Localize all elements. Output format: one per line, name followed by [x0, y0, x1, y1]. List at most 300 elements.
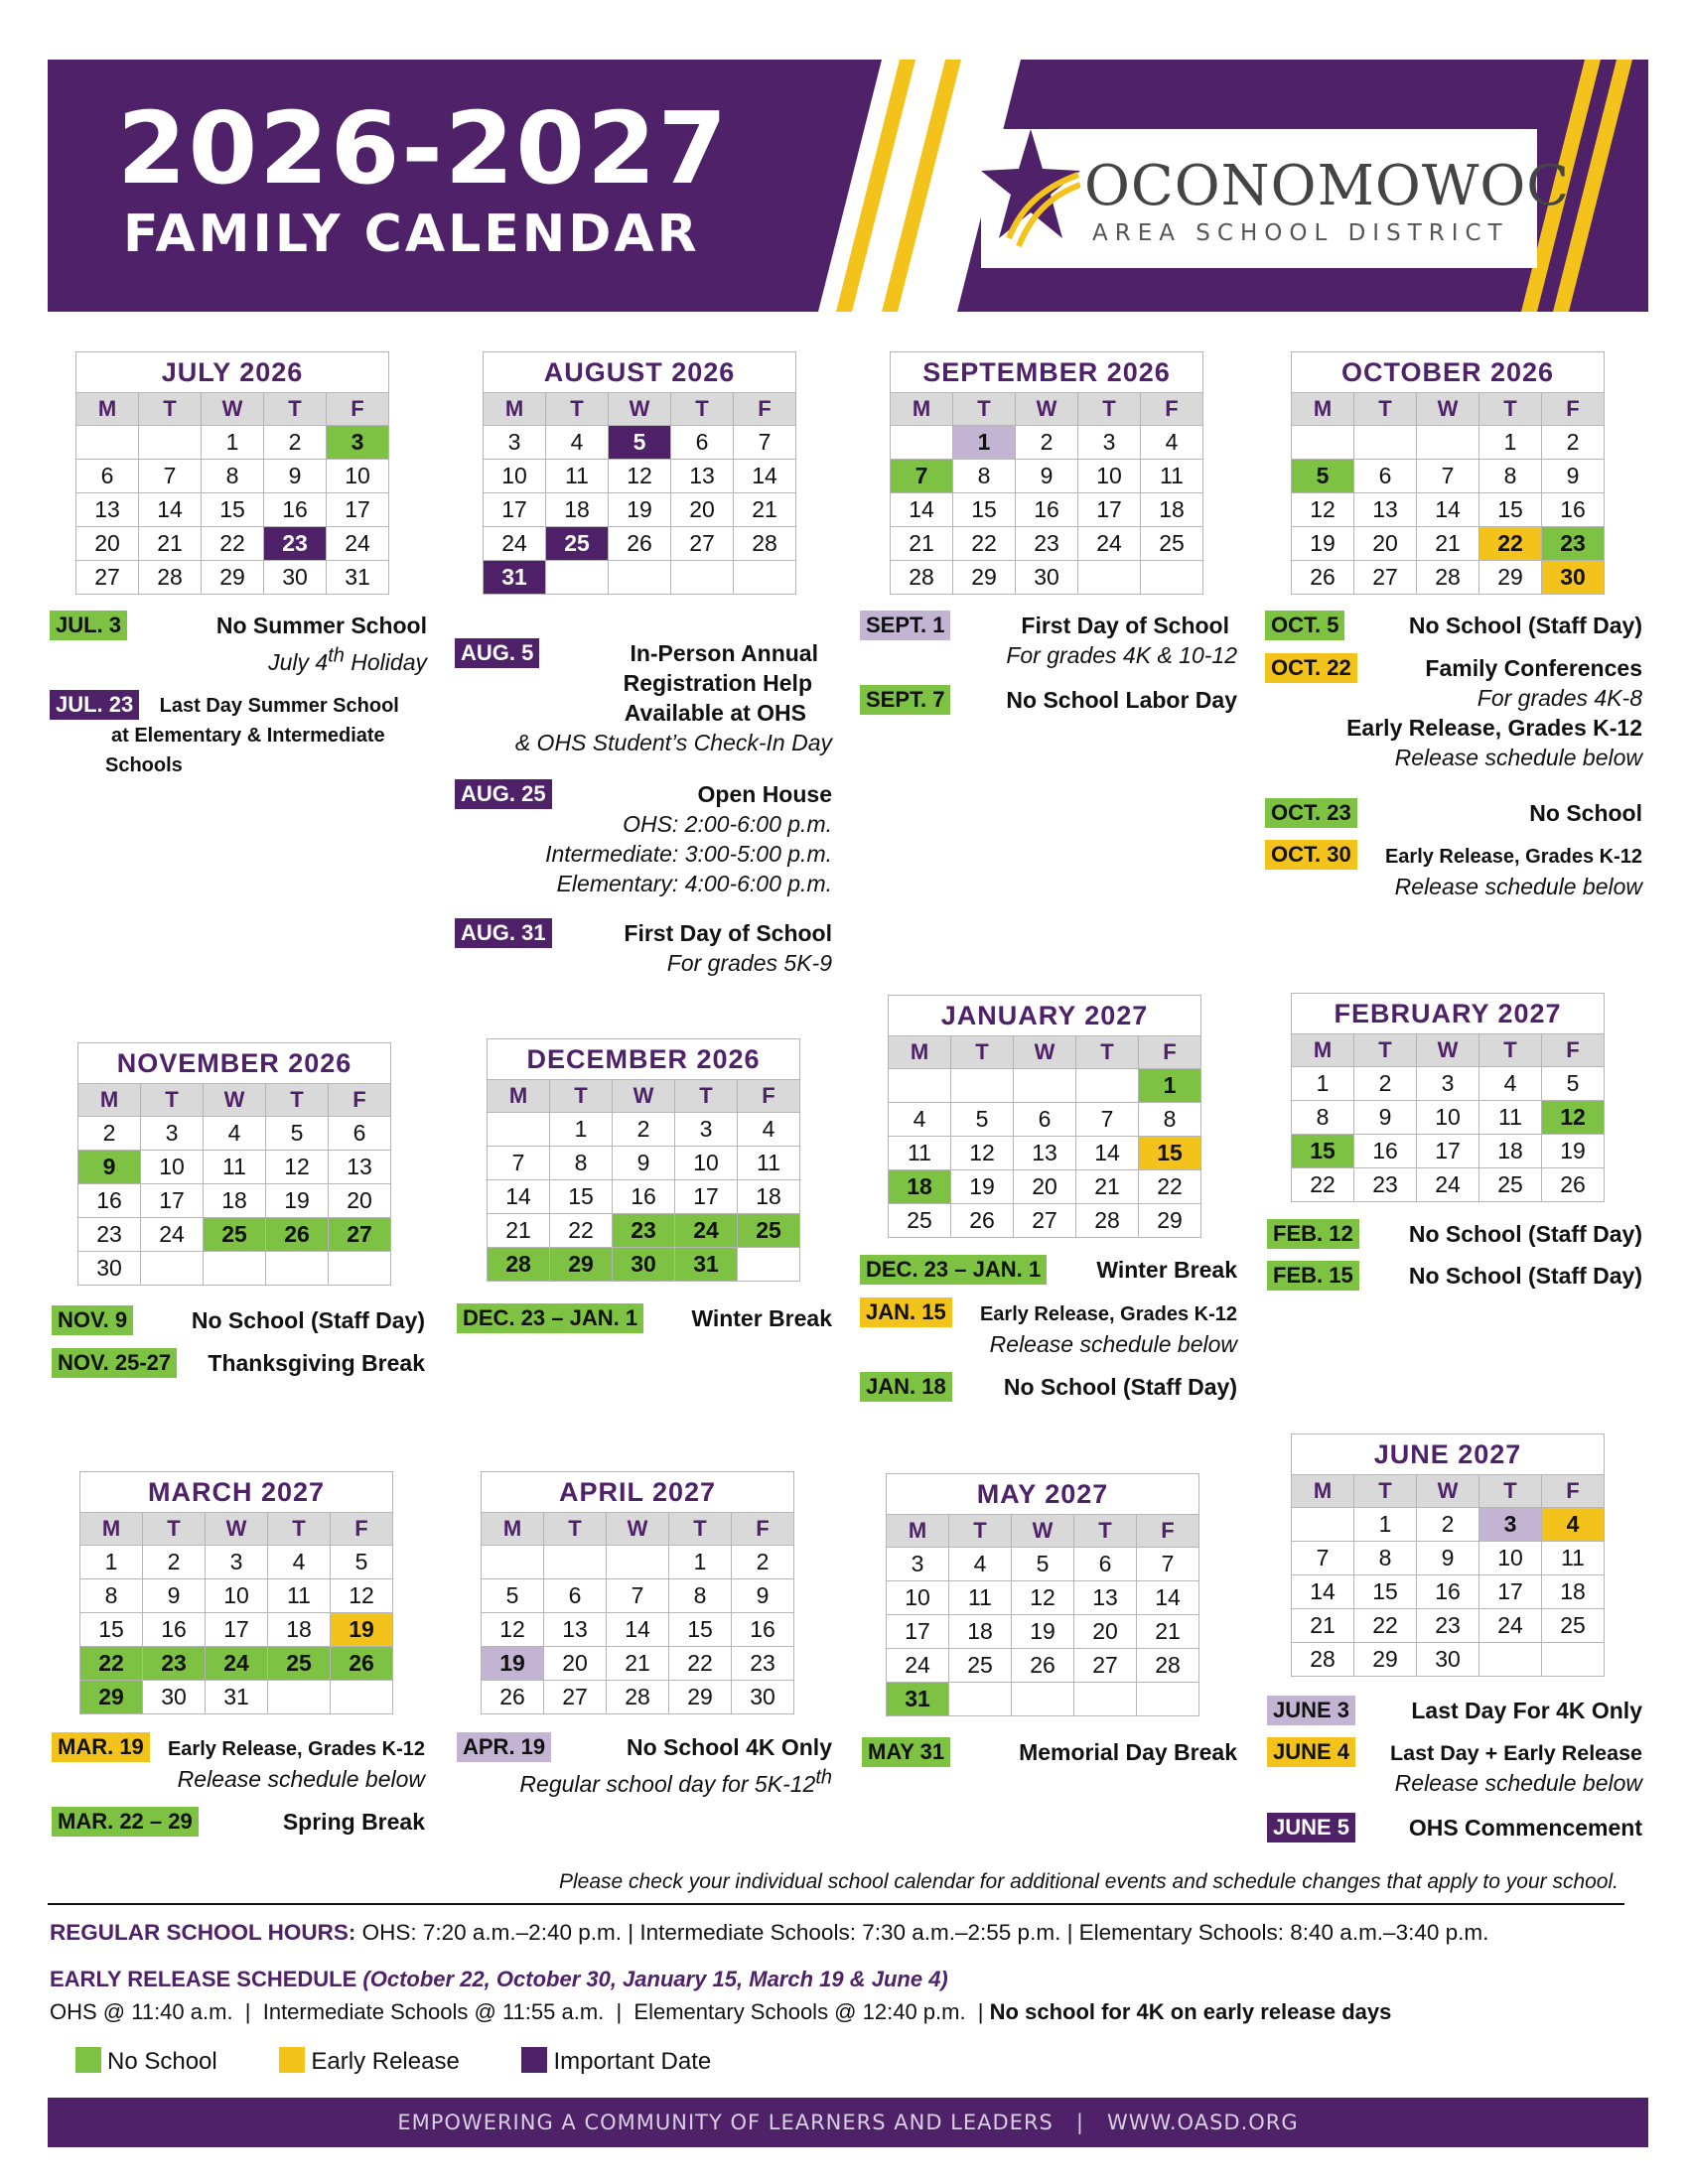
event-nov-9 [52, 1305, 425, 1335]
calendar-day: 29 [202, 561, 264, 595]
event-sep-1 [860, 611, 1237, 670]
calendar-day: 9 [264, 460, 327, 493]
calendar-day: 16 [1542, 493, 1605, 527]
weekday-header: T [671, 393, 734, 426]
weekday-header: F [732, 1513, 794, 1546]
calendar-day: 15 [1292, 1135, 1354, 1168]
calendar-day: 17 [141, 1184, 204, 1218]
event-jul-23 [50, 690, 427, 779]
weekday-header: T [669, 1513, 732, 1546]
month-title: NOVEMBER 2026 [78, 1043, 391, 1084]
weekday-header: T [1479, 1034, 1542, 1067]
calendar-day: 31 [484, 561, 546, 595]
calendar-day: 10 [1479, 1542, 1542, 1575]
event-aug-25 [455, 779, 832, 898]
calendar-day: 21 [488, 1214, 550, 1248]
district-logo [981, 129, 1571, 268]
event-title: Early Release, Grades K-12 [1346, 715, 1642, 741]
calendar-day-empty [951, 1069, 1014, 1103]
weekday-header: T [1074, 1515, 1137, 1548]
calendar-day-empty [671, 561, 734, 595]
month-title: MAY 2027 [887, 1474, 1199, 1515]
calendar-day: 30 [1016, 561, 1078, 595]
calendar-day: 20 [1014, 1170, 1076, 1204]
calendar-day: 8 [1292, 1101, 1354, 1135]
calendar-day: 11 [738, 1147, 800, 1180]
calendar-day: 28 [1137, 1649, 1199, 1683]
event-title: No School (Staff Day) [191, 1307, 425, 1333]
calendar-day: 7 [607, 1579, 669, 1613]
calendar-day: 6 [329, 1117, 391, 1151]
calendar-day: 26 [1542, 1168, 1605, 1202]
calendar-day: 26 [1292, 561, 1354, 595]
weekday-header: T [550, 1080, 613, 1113]
event-jun-5 [1267, 1813, 1642, 1843]
event-title: No School (Staff Day) [1408, 1263, 1642, 1289]
calendar-day: 25 [949, 1649, 1012, 1683]
event-note-text: July 4 [268, 648, 329, 675]
calendar-day: 24 [484, 527, 546, 561]
weekday-header: F [1542, 1034, 1605, 1067]
event-sep-7 [860, 685, 1237, 715]
calendar-day: 2 [1542, 426, 1605, 460]
calendar-day: 27 [1014, 1204, 1076, 1238]
calendar-day: 9 [1016, 460, 1078, 493]
event-title: Winter Break [691, 1305, 832, 1331]
calendar-day: 28 [139, 561, 202, 595]
calendar-day-empty [1014, 1069, 1076, 1103]
weekday-header: T [1479, 1475, 1542, 1508]
calendar-day: 16 [1417, 1575, 1479, 1609]
calendar-day-empty [738, 1248, 800, 1282]
legend-label: Important Date [553, 2048, 712, 2075]
calendar-day: 4 [1141, 426, 1203, 460]
weekday-header: T [951, 1036, 1014, 1069]
calendar-day-empty [609, 561, 671, 595]
date-badge: JUNE 4 [1267, 1737, 1355, 1767]
calendar-day: 4 [949, 1548, 1012, 1581]
calendar-day: 12 [1012, 1581, 1074, 1615]
calendar-day: 30 [1542, 561, 1605, 595]
weekday-header: W [1016, 393, 1078, 426]
calendar-day: 5 [1012, 1548, 1074, 1581]
month-calendar [888, 995, 1201, 1238]
calendar-day: 10 [1417, 1101, 1479, 1135]
calendar-day: 20 [671, 493, 734, 527]
event-title: Schools [105, 753, 183, 776]
calendar-day: 4 [1542, 1508, 1605, 1542]
calendar-day: 27 [1074, 1649, 1137, 1683]
calendar-day: 29 [550, 1248, 613, 1282]
calendar-day-empty [1076, 1069, 1139, 1103]
event-title: Memorial Day Break [1019, 1739, 1237, 1765]
calendar-day: 3 [484, 426, 546, 460]
calendar-day-empty [268, 1681, 331, 1714]
calendar-day-empty [331, 1681, 393, 1714]
calendar-day: 18 [546, 493, 609, 527]
calendar-day: 2 [732, 1546, 794, 1579]
calendar-day: 20 [76, 527, 139, 561]
school-calendar-note: Please check your individual school calendar for additional events and schedule changes that apply to your school. [558, 1870, 1618, 1893]
calendar-day: 30 [78, 1252, 141, 1286]
calendar-day: 19 [1292, 527, 1354, 561]
calendar-day: 29 [80, 1681, 143, 1714]
legend-label: Early Release [311, 2048, 460, 2075]
event-oct-5 [1265, 611, 1642, 640]
event-note: Intermediate: 3:00-5:00 p.m. [545, 841, 832, 867]
month-title: MARCH 2027 [80, 1472, 393, 1513]
date-badge: DEC. 23 – JAN. 1 [457, 1303, 643, 1333]
calendar-day: 8 [80, 1579, 143, 1613]
calendar-day: 24 [327, 527, 389, 561]
calendar-day: 27 [671, 527, 734, 561]
calendar-day: 8 [1479, 460, 1542, 493]
calendar-day: 23 [143, 1647, 206, 1681]
month-title: SEPTEMBER 2026 [891, 352, 1203, 393]
calendar-day: 4 [546, 426, 609, 460]
calendar-day: 18 [1479, 1135, 1542, 1168]
event-may-31 [862, 1737, 1237, 1767]
calendar-day: 13 [329, 1151, 391, 1184]
calendar-day: 19 [482, 1647, 544, 1681]
hours-label: REGULAR SCHOOL HOURS: [50, 1920, 356, 1945]
calendar-day: 18 [738, 1180, 800, 1214]
calendar-day: 28 [1076, 1204, 1139, 1238]
calendar-day: 22 [1354, 1609, 1417, 1643]
event-title: No School 4K Only [626, 1734, 832, 1760]
early-release-label: EARLY RELEASE SCHEDULE [50, 1967, 357, 1991]
event-apr-19 [457, 1732, 832, 1799]
calendar-day: 16 [613, 1180, 675, 1214]
event-note: & OHS Student’s Check-In Day [514, 730, 832, 755]
calendar-day: 24 [1417, 1168, 1479, 1202]
calendar-day: 18 [1542, 1575, 1605, 1609]
weekday-header: F [1542, 1475, 1605, 1508]
calendar-day: 1 [550, 1113, 613, 1147]
weekday-header: T [1354, 1034, 1417, 1067]
calendar-day: 14 [1137, 1581, 1199, 1615]
calendar-day-empty [889, 1069, 951, 1103]
calendar-day: 9 [1542, 460, 1605, 493]
calendar-day: 21 [1417, 527, 1479, 561]
weekday-header: W [607, 1513, 669, 1546]
calendar-day: 26 [1012, 1649, 1074, 1683]
calendar-day: 15 [550, 1180, 613, 1214]
calendar-day: 2 [613, 1113, 675, 1147]
calendar-day: 6 [1014, 1103, 1076, 1137]
date-badge: NOV. 9 [52, 1305, 133, 1335]
date-badge: MAY 31 [862, 1737, 950, 1767]
calendar-day: 7 [488, 1147, 550, 1180]
calendar-day: 3 [887, 1548, 949, 1581]
calendar-day: 25 [546, 527, 609, 561]
calendar-day: 1 [953, 426, 1016, 460]
calendar-day: 17 [1078, 493, 1141, 527]
weekday-header: W [206, 1513, 268, 1546]
calendar-day: 3 [675, 1113, 738, 1147]
weekday-header: M [78, 1084, 141, 1117]
calendar-day: 11 [268, 1579, 331, 1613]
event-feb-12 [1267, 1219, 1642, 1249]
event-title: Spring Break [282, 1809, 425, 1835]
weekday-header: W [609, 393, 671, 426]
calendar-day-empty [1292, 1508, 1354, 1542]
calendar-day: 9 [732, 1579, 794, 1613]
calendar-day-empty [1417, 426, 1479, 460]
event-title: No School [1529, 800, 1642, 826]
calendar-day-empty [1542, 1643, 1605, 1677]
month-calendar [1291, 351, 1605, 595]
calendar-day-empty [1292, 426, 1354, 460]
calendar-day: 28 [488, 1248, 550, 1282]
calendar-day: 11 [949, 1581, 1012, 1615]
calendar-day: 4 [738, 1113, 800, 1147]
calendar-day: 11 [1542, 1542, 1605, 1575]
event-note: For grades 5K-9 [666, 950, 832, 976]
calendar-day: 9 [1354, 1101, 1417, 1135]
event-note: Release schedule below [1394, 745, 1642, 770]
calendar-day: 25 [738, 1214, 800, 1248]
weekday-header: T [953, 393, 1016, 426]
calendar-day: 26 [266, 1218, 329, 1252]
date-badge: AUG. 25 [455, 779, 552, 809]
calendar-day: 29 [669, 1681, 732, 1714]
date-badge: AUG. 5 [455, 638, 539, 668]
month-calendar [77, 1042, 391, 1286]
calendar-day: 1 [669, 1546, 732, 1579]
event-title: No School (Staff Day) [1003, 1374, 1237, 1400]
calendar-day: 6 [76, 460, 139, 493]
event-note: Release schedule below [989, 1331, 1237, 1357]
hours-text: OHS: 7:20 a.m.–2:40 p.m. | Intermediate Schools: 7:30 a.m.–2:55 p.m. | Elementary Schools: 8:40 a.m.–3:40 p.m. [361, 1920, 1489, 1945]
legend-swatch [75, 2047, 101, 2073]
calendar-day: 2 [1354, 1067, 1417, 1101]
calendar-day: 5 [1292, 460, 1354, 493]
calendar-day: 14 [488, 1180, 550, 1214]
calendar-day: 31 [206, 1681, 268, 1714]
calendar-day: 31 [327, 561, 389, 595]
legend-swatch [521, 2047, 547, 2073]
weekday-header: M [1292, 393, 1354, 426]
calendar-day-empty [204, 1252, 266, 1286]
calendar-day: 22 [1292, 1168, 1354, 1202]
calendar-day: 18 [1141, 493, 1203, 527]
calendar-day-empty [734, 561, 796, 595]
event-title: OHS Commencement [1408, 1815, 1642, 1841]
date-badge: JUNE 5 [1267, 1813, 1355, 1843]
weekday-header: T [544, 1513, 607, 1546]
date-badge: MAR. 19 [52, 1732, 150, 1762]
calendar-day: 14 [734, 460, 796, 493]
event-feb-15 [1267, 1261, 1642, 1291]
calendar-day: 1 [1479, 426, 1542, 460]
calendar-day: 4 [204, 1117, 266, 1151]
weekday-header: W [613, 1080, 675, 1113]
event-aug-31 [455, 918, 832, 978]
calendar-day: 13 [544, 1613, 607, 1647]
calendar-day: 19 [1012, 1615, 1074, 1649]
calendar-day: 19 [1542, 1135, 1605, 1168]
calendar-day: 20 [1354, 527, 1417, 561]
calendar-day: 23 [1016, 527, 1078, 561]
calendar-day: 28 [1292, 1643, 1354, 1677]
calendar-day: 18 [268, 1613, 331, 1647]
legend-swatch [279, 2047, 305, 2073]
weekday-header: F [1139, 1036, 1201, 1069]
calendar-day: 1 [1354, 1508, 1417, 1542]
weekday-header: F [331, 1513, 393, 1546]
calendar-day: 22 [550, 1214, 613, 1248]
event-jan-15 [860, 1297, 1237, 1359]
calendar-day-empty [141, 1252, 204, 1286]
calendar-day: 22 [1479, 527, 1542, 561]
event-jan-18 [860, 1372, 1237, 1402]
legend-label: No School [107, 2048, 217, 2075]
weekday-header: W [202, 393, 264, 426]
calendar-day: 8 [550, 1147, 613, 1180]
calendar-day: 6 [1354, 460, 1417, 493]
calendar-day: 5 [951, 1103, 1014, 1137]
event-title: Registration Help [623, 670, 812, 696]
event-title: Last Day + Early Release [1390, 1741, 1642, 1765]
early-release-heading [50, 1963, 948, 1996]
calendar-day: 27 [1354, 561, 1417, 595]
calendar-day: 21 [891, 527, 953, 561]
calendar-day: 12 [482, 1613, 544, 1647]
calendar-day: 21 [1292, 1609, 1354, 1643]
calendar-day: 8 [1139, 1103, 1201, 1137]
calendar-day: 16 [1354, 1135, 1417, 1168]
weekday-header: T [266, 1084, 329, 1117]
calendar-day-empty [949, 1683, 1012, 1716]
calendar-day: 27 [329, 1218, 391, 1252]
calendar-day: 17 [327, 493, 389, 527]
early-release-dates: (October 22, October 30, January 15, March 19 & June 4) [362, 1967, 948, 1991]
calendar-day: 9 [613, 1147, 675, 1180]
calendar-day: 23 [732, 1647, 794, 1681]
event-jan-winter [860, 1255, 1237, 1285]
calendar-day: 8 [1354, 1542, 1417, 1575]
event-title: at Elementary & Intermediate [111, 725, 385, 747]
month-calendar [481, 1471, 794, 1714]
calendar-day: 15 [669, 1613, 732, 1647]
calendar-day: 24 [675, 1214, 738, 1248]
calendar-day: 2 [264, 426, 327, 460]
date-badge: APR. 19 [457, 1732, 551, 1762]
month-calendar [483, 351, 796, 595]
calendar-day: 13 [1074, 1581, 1137, 1615]
calendar-day: 26 [609, 527, 671, 561]
event-jun-3 [1267, 1696, 1642, 1725]
month-title: FEBRUARY 2027 [1292, 994, 1605, 1034]
weekday-header: F [1137, 1515, 1199, 1548]
weekday-header: W [1012, 1515, 1074, 1548]
calendar-day: 21 [734, 493, 796, 527]
calendar-day: 25 [204, 1218, 266, 1252]
calendar-day: 2 [143, 1546, 206, 1579]
event-title: Early Release, Grades K-12 [167, 1738, 425, 1760]
event-note: Elementary: 4:00-6:00 p.m. [556, 871, 832, 896]
calendar-day: 14 [607, 1613, 669, 1647]
date-badge: FEB. 12 [1267, 1219, 1359, 1249]
month-calendar [886, 1473, 1199, 1716]
calendar-day: 13 [1014, 1137, 1076, 1170]
calendar-day: 8 [202, 460, 264, 493]
legend-item-early-release [279, 2047, 459, 2077]
calendar-day: 24 [141, 1218, 204, 1252]
calendar-day: 25 [1141, 527, 1203, 561]
calendar-day: 19 [951, 1170, 1014, 1204]
district-name: OCONOMOWOC [1084, 154, 1571, 218]
calendar-day: 4 [889, 1103, 951, 1137]
calendar-day: 29 [1354, 1643, 1417, 1677]
calendar-day: 12 [609, 460, 671, 493]
weekday-header: T [141, 1084, 204, 1117]
month-title: OCTOBER 2026 [1292, 352, 1605, 393]
calendar-day-empty [1479, 1643, 1542, 1677]
calendar-day: 3 [327, 426, 389, 460]
calendar-day: 12 [1292, 493, 1354, 527]
calendar-day-empty [329, 1252, 391, 1286]
calendar-day: 22 [202, 527, 264, 561]
calendar-day: 2 [1417, 1508, 1479, 1542]
month-calendar [1291, 993, 1605, 1202]
date-badge: SEPT. 1 [860, 611, 950, 640]
month-calendar [75, 351, 389, 595]
date-badge: OCT. 22 [1265, 653, 1357, 683]
calendar-day: 29 [953, 561, 1016, 595]
early-release-text: OHS @ 11:40 a.m. | Intermediate Schools @ 11:55 a.m. | Elementary Schools @ 12:40 p.m. | [50, 1999, 984, 2024]
calendar-day: 1 [1139, 1069, 1201, 1103]
calendar-day-empty [1012, 1683, 1074, 1716]
calendar-day: 10 [887, 1581, 949, 1615]
calendar-day: 23 [1354, 1168, 1417, 1202]
event-oct-23 [1265, 798, 1642, 828]
calendar-day-empty [139, 426, 202, 460]
event-note-sup: th [328, 644, 345, 666]
calendar-day: 17 [887, 1615, 949, 1649]
calendar-day: 29 [1479, 561, 1542, 595]
event-aug-5 [455, 638, 832, 757]
calendar-day: 3 [1479, 1508, 1542, 1542]
date-badge: DEC. 23 – JAN. 1 [860, 1255, 1047, 1285]
calendar-day-empty [266, 1252, 329, 1286]
calendar-day: 18 [949, 1615, 1012, 1649]
footer-text: EMPOWERING A COMMUNITY OF LEARNERS AND LEADERS | WWW.OASD.ORG [397, 2111, 1299, 2134]
calendar-day: 17 [1417, 1135, 1479, 1168]
weekday-header: T [1076, 1036, 1139, 1069]
event-title: Thanksgiving Break [208, 1350, 425, 1376]
calendar-day: 5 [609, 426, 671, 460]
weekday-header: M [1292, 1034, 1354, 1067]
calendar-day: 6 [671, 426, 734, 460]
calendar-day: 15 [202, 493, 264, 527]
calendar-day: 12 [1542, 1101, 1605, 1135]
weekday-header: T [1354, 1475, 1417, 1508]
calendar-day: 30 [264, 561, 327, 595]
calendar-day-empty [482, 1546, 544, 1579]
calendar-day: 24 [206, 1647, 268, 1681]
calendar-day: 1 [80, 1546, 143, 1579]
weekday-header: F [1141, 393, 1203, 426]
event-title: Early Release, Grades K-12 [979, 1303, 1237, 1325]
calendar-day: 7 [891, 460, 953, 493]
calendar-day-empty [1354, 426, 1417, 460]
divider [48, 1903, 1624, 1905]
calendar-day: 1 [202, 426, 264, 460]
weekday-header: F [1542, 393, 1605, 426]
event-nov-25 [52, 1348, 425, 1378]
